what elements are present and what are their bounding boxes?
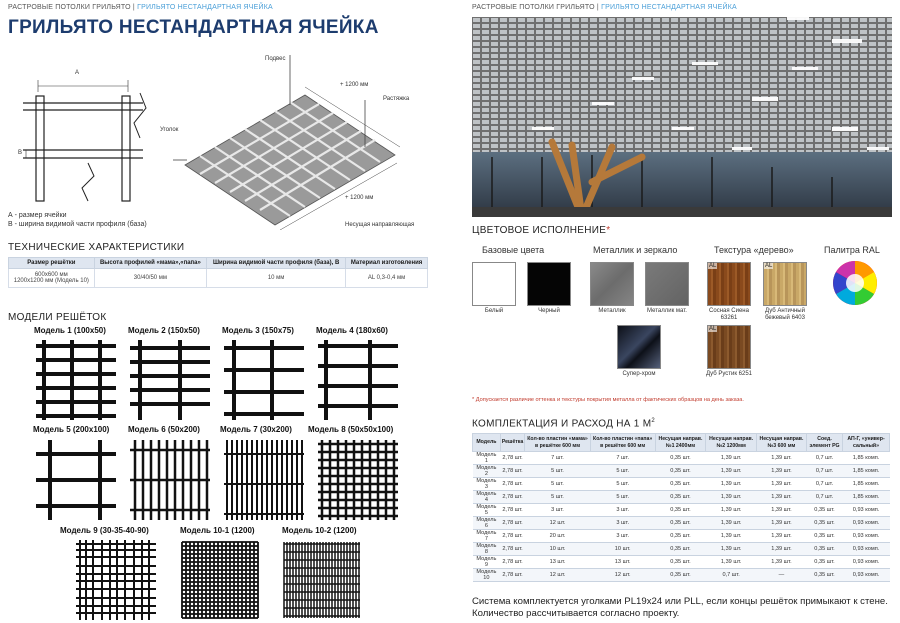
table-cell: 1,85 комп. bbox=[843, 491, 890, 504]
model-grid-5 bbox=[36, 440, 116, 520]
table-cell: 0,93 комп. bbox=[843, 504, 890, 517]
table-cell: 1,39 шт. bbox=[706, 478, 757, 491]
ceiling-photo bbox=[472, 17, 892, 217]
swatch-label: Сосная Сиена 63261 bbox=[709, 308, 749, 321]
tech-cell: 10 мм bbox=[207, 269, 346, 288]
kit-header: Несущая направ. №3 600 мм bbox=[756, 434, 806, 452]
model-label: Модель 7 (30х200) bbox=[220, 425, 292, 434]
table-cell: 0,7 шт. bbox=[806, 452, 842, 465]
model-grid-4 bbox=[318, 340, 398, 420]
swatch-white[interactable] bbox=[472, 262, 516, 306]
model-grid-10-1 bbox=[180, 540, 260, 620]
table-cell: 2,78 шт. bbox=[500, 504, 524, 517]
table-cell: 0,35 шт. bbox=[655, 465, 706, 478]
table-cell: 5 шт. bbox=[590, 465, 655, 478]
label-a: A bbox=[75, 70, 80, 76]
breadcrumb-right bbox=[472, 4, 737, 11]
table-cell: 0,35 шт. bbox=[655, 491, 706, 504]
table-cell: 1,39 шт. bbox=[756, 530, 806, 543]
table-cell: 0,35 шт. bbox=[655, 478, 706, 491]
tech-cell: AL 0,3-0,4 мм bbox=[346, 269, 428, 288]
models-heading: МОДЕЛИ РЕШЁТОК bbox=[8, 312, 107, 323]
table-cell: 3 шт. bbox=[590, 517, 655, 530]
model-label: Модель 6 (50х200) bbox=[128, 425, 200, 434]
swatch-label: Супер-хром bbox=[622, 371, 656, 377]
table-cell: 0,35 шт. bbox=[806, 530, 842, 543]
table-cell: 2,78 шт. bbox=[500, 569, 524, 582]
table-cell: 1,39 шт. bbox=[756, 556, 806, 569]
table-cell: 13 шт. bbox=[590, 556, 655, 569]
model-grid-7 bbox=[224, 440, 304, 520]
breadcrumb-separator: | bbox=[596, 4, 599, 11]
table-cell: 2,78 шт. bbox=[500, 517, 524, 530]
table-cell: 1,39 шт. bbox=[756, 452, 806, 465]
table-cell: 1,39 шт. bbox=[756, 504, 806, 517]
table-cell: 0,35 шт. bbox=[655, 517, 706, 530]
tech-header: Размер решётки bbox=[9, 258, 95, 269]
table-row bbox=[473, 517, 890, 530]
table-cell: 5 шт. bbox=[525, 465, 590, 478]
table-cell: 1,39 шт. bbox=[706, 504, 757, 517]
legend-b: В - ширина видимой части профиля (база) bbox=[8, 221, 147, 228]
model-label: Модель 8 (50х50х100) bbox=[308, 425, 394, 434]
kit-header: Модель bbox=[473, 434, 501, 452]
table-cell: 2,78 шт. bbox=[500, 491, 524, 504]
legend-a: А - размер ячейки bbox=[8, 212, 67, 219]
table-cell: 0,7 шт. bbox=[806, 478, 842, 491]
table-cell: 0,7 шт. bbox=[806, 465, 842, 478]
table-cell: Модель 4 bbox=[473, 491, 501, 504]
model-label: Модель 2 (150х50) bbox=[128, 326, 200, 335]
swatch-metallic[interactable] bbox=[590, 262, 634, 306]
cell-schematic-diagram bbox=[18, 68, 153, 208]
model-label: Модель 4 (180х60) bbox=[316, 326, 388, 335]
table-cell: 10 шт. bbox=[525, 543, 590, 556]
table-cell: 13 шт. bbox=[525, 556, 590, 569]
group-ral: Палитра RAL bbox=[824, 245, 880, 255]
table-row bbox=[473, 478, 890, 491]
table-cell: 0,35 шт. bbox=[655, 504, 706, 517]
model-label: Модель 1 (100х50) bbox=[34, 326, 106, 335]
model-grid-10-2 bbox=[282, 540, 362, 620]
model-label: Модель 10-2 (1200) bbox=[282, 526, 357, 535]
table-cell: 5 шт. bbox=[525, 491, 590, 504]
tech-cell: 600х600 мм 1200х1200 мм (Модель 10) bbox=[9, 269, 95, 288]
label-carrier: Несущая направляющая bbox=[345, 222, 415, 228]
table-row bbox=[473, 569, 890, 582]
model-grid-1 bbox=[36, 340, 116, 420]
swatch-tag: AL bbox=[709, 326, 717, 332]
dim-top: + 1200 мм bbox=[340, 82, 369, 88]
table-row bbox=[473, 556, 890, 569]
kit-header: Кол-во пластин «мама» в решётке 600 мм bbox=[525, 434, 590, 452]
table-cell: 0,7 шт. bbox=[806, 491, 842, 504]
table-cell: 0,93 комп. bbox=[843, 569, 890, 582]
table-cell: Модель 10 bbox=[473, 569, 501, 582]
tech-header: Высота профилей «мама»,«папа» bbox=[94, 258, 207, 269]
model-grid-6 bbox=[130, 440, 210, 520]
kit-header: Соед. элемент PG bbox=[806, 434, 842, 452]
table-cell: Модель 6 bbox=[473, 517, 501, 530]
swatch-tag: AL bbox=[765, 263, 773, 269]
model-label: Модель 3 (150х75) bbox=[222, 326, 294, 335]
table-cell: 12 шт. bbox=[525, 517, 590, 530]
table-cell: 5 шт. bbox=[590, 478, 655, 491]
kit-header: Кол-во пластин «папа» в решётке 600 мм bbox=[590, 434, 655, 452]
tech-header: Материал изготовления bbox=[346, 258, 428, 269]
tech-cell: 30/40/50 мм bbox=[94, 269, 207, 288]
model-grid-9 bbox=[76, 540, 156, 620]
group-basic: Базовые цвета bbox=[482, 245, 545, 255]
kit-table-body bbox=[473, 452, 890, 582]
table-cell: 12 шт. bbox=[590, 569, 655, 582]
table-cell: 2,78 шт. bbox=[500, 543, 524, 556]
tech-heading: ТЕХНИЧЕСКИЕ ХАРАКТЕРИСТИКИ bbox=[8, 242, 185, 253]
table-cell: 0,93 комп. bbox=[843, 543, 890, 556]
table-cell: 1,39 шт. bbox=[756, 478, 806, 491]
table-cell: 1,39 шт. bbox=[706, 465, 757, 478]
table-cell: 0,7 шт. bbox=[706, 569, 757, 582]
tech-table bbox=[8, 257, 428, 288]
table-cell: 1,39 шт. bbox=[706, 452, 757, 465]
swatch-label: Черный bbox=[538, 308, 560, 314]
table-cell: 1,85 комп. bbox=[843, 478, 890, 491]
table-cell: 2,78 шт. bbox=[500, 465, 524, 478]
ral-palette-wheel[interactable] bbox=[832, 260, 878, 306]
model-grid-3 bbox=[224, 340, 304, 420]
model-label: Модель 9 (30-35-40-90) bbox=[60, 526, 149, 535]
table-cell: Модель 2 bbox=[473, 465, 501, 478]
breadcrumb-current[interactable]: ГРИЛЬЯТО НЕСТАНДАРТНАЯ ЯЧЕЙКА bbox=[601, 4, 737, 11]
swatch-tag: AL bbox=[709, 263, 717, 269]
table-cell: 3 шт. bbox=[590, 530, 655, 543]
swatch-super-chrome[interactable] bbox=[617, 325, 661, 369]
table-row bbox=[473, 465, 890, 478]
table-cell: Модель 3 bbox=[473, 478, 501, 491]
table-cell: 0,35 шт. bbox=[806, 543, 842, 556]
table-cell: 10 шт. bbox=[590, 543, 655, 556]
colors-note: * Допускается различие оттенка и текстуры покрытия металла от фактических образцов на день заказа. bbox=[472, 397, 744, 403]
table-cell: 1,39 шт. bbox=[756, 491, 806, 504]
table-cell: 12 шт. bbox=[525, 569, 590, 582]
table-cell: 0,93 комп. bbox=[843, 530, 890, 543]
table-cell: 0,93 комп. bbox=[843, 556, 890, 569]
breadcrumb-main[interactable]: РАСТРОВЫЕ ПОТОЛКИ ГРИЛЬЯТО bbox=[8, 4, 131, 11]
breadcrumb bbox=[8, 4, 273, 11]
table-cell: 0,35 шт. bbox=[655, 452, 706, 465]
label-hanger: Подвес bbox=[265, 56, 286, 62]
breadcrumb-separator: | bbox=[132, 4, 135, 11]
table-row bbox=[473, 543, 890, 556]
page-title: ГРИЛЬЯТО НЕСТАНДАРТНАЯ ЯЧЕЙКА bbox=[8, 17, 379, 38]
model-grid-2 bbox=[130, 340, 210, 420]
table-cell: 0,93 комп. bbox=[843, 517, 890, 530]
table-row bbox=[473, 504, 890, 517]
swatch-black[interactable] bbox=[527, 262, 571, 306]
table-cell: 5 шт. bbox=[590, 491, 655, 504]
kit-header: АП-Г, «универ-сальный» bbox=[843, 434, 890, 452]
table-cell: 1,39 шт. bbox=[756, 465, 806, 478]
swatch-oak-rustic[interactable] bbox=[707, 325, 751, 369]
label-b: B bbox=[18, 150, 23, 156]
table-cell: 0,35 шт. bbox=[806, 504, 842, 517]
table-cell: 3 шт. bbox=[590, 504, 655, 517]
table-cell: 1,39 шт. bbox=[706, 491, 757, 504]
label-corner: Уголок bbox=[160, 127, 179, 133]
table-cell: 2,78 шт. bbox=[500, 556, 524, 569]
table-cell: 2,78 шт. bbox=[500, 452, 524, 465]
table-row bbox=[473, 530, 890, 543]
model-grid-8 bbox=[318, 440, 398, 520]
table-cell: 1,39 шт. bbox=[756, 517, 806, 530]
swatch-pine-siena[interactable] bbox=[707, 262, 751, 306]
table-cell: 1,85 комп. bbox=[843, 452, 890, 465]
dim-side: + 1200 мм bbox=[345, 195, 374, 201]
model-label: Модель 10-1 (1200) bbox=[180, 526, 255, 535]
table-cell: 1,39 шт. bbox=[756, 543, 806, 556]
table-cell: Модель 5 bbox=[473, 504, 501, 517]
breadcrumb-current[interactable]: ГРИЛЬЯТО НЕСТАНДАРТНАЯ ЯЧЕЙКА bbox=[137, 4, 273, 11]
table-cell: 20 шт. bbox=[525, 530, 590, 543]
footer-note: Система комплектуется уголками PL19x24 или PLL, если концы решёток примыкают к стене. Количество рассчитывается согласно проекту. bbox=[472, 596, 888, 619]
table-cell: 1,39 шт. bbox=[706, 517, 757, 530]
label-bracket: Растяжка bbox=[383, 96, 410, 102]
table-cell: 0,35 шт. bbox=[806, 569, 842, 582]
table-row bbox=[473, 452, 890, 465]
kit-heading: КОМПЛЕКТАЦИЯ И РАСХОД НА 1 $М^2$ bbox=[472, 418, 656, 430]
table-cell: 0,35 шт. bbox=[655, 556, 706, 569]
table-cell: 2,78 шт. bbox=[500, 478, 524, 491]
table-cell: 7 шт. bbox=[525, 452, 590, 465]
isometric-grid-illustration bbox=[165, 55, 415, 230]
swatch-label: Дуб Рустик 6251 bbox=[705, 371, 753, 377]
table-cell: 7 шт. bbox=[590, 452, 655, 465]
kit-header: Несущая направ. №1 2400мм bbox=[655, 434, 706, 452]
kit-header: Решётка bbox=[500, 434, 524, 452]
table-cell: Модель 8 bbox=[473, 543, 501, 556]
table-cell: 2,78 шт. bbox=[500, 530, 524, 543]
swatch-label: Дуб Античный бежевый 6403 bbox=[765, 308, 805, 321]
tech-header: Ширина видимой части профиля (база), В bbox=[207, 258, 346, 269]
colors-heading: ЦВЕТОВОЕ ИСПОЛНЕНИЕ* bbox=[472, 225, 611, 236]
table-cell: 5 шт. bbox=[525, 478, 590, 491]
table-cell: 1,39 шт. bbox=[706, 530, 757, 543]
group-wood: Текстура «дерево» bbox=[714, 245, 794, 255]
table-cell: — bbox=[756, 569, 806, 582]
table-cell: Модель 9 bbox=[473, 556, 501, 569]
model-label: Модель 5 (200х100) bbox=[33, 425, 110, 434]
group-metallic: Металлик и зеркало bbox=[593, 245, 678, 255]
table-cell: 1,39 шт. bbox=[706, 543, 757, 556]
table-cell: 1,85 комп. bbox=[843, 465, 890, 478]
table-cell: 0,35 шт. bbox=[806, 517, 842, 530]
table-cell: 3 шт. bbox=[525, 504, 590, 517]
swatch-label: Металлик bbox=[598, 308, 626, 314]
table-cell: 1,39 шт. bbox=[706, 556, 757, 569]
table-cell: Модель 1 bbox=[473, 452, 501, 465]
table-cell: Модель 7 bbox=[473, 530, 501, 543]
swatch-label: Металлик мат. bbox=[647, 308, 687, 314]
kit-table bbox=[472, 433, 890, 582]
swatch-label: Белый bbox=[484, 308, 504, 314]
breadcrumb-main[interactable]: РАСТРОВЫЕ ПОТОЛКИ ГРИЛЬЯТО bbox=[472, 4, 595, 11]
table-cell: 0,35 шт. bbox=[655, 543, 706, 556]
table-cell: 0,35 шт. bbox=[806, 556, 842, 569]
table-cell: 0,35 шт. bbox=[655, 530, 706, 543]
swatch-metallic-matte[interactable] bbox=[645, 262, 689, 306]
table-cell: 0,35 шт. bbox=[655, 569, 706, 582]
table-row bbox=[473, 491, 890, 504]
kit-header: Несущая направ. №2 1200мм bbox=[706, 434, 757, 452]
swatch-oak-antique[interactable] bbox=[763, 262, 807, 306]
